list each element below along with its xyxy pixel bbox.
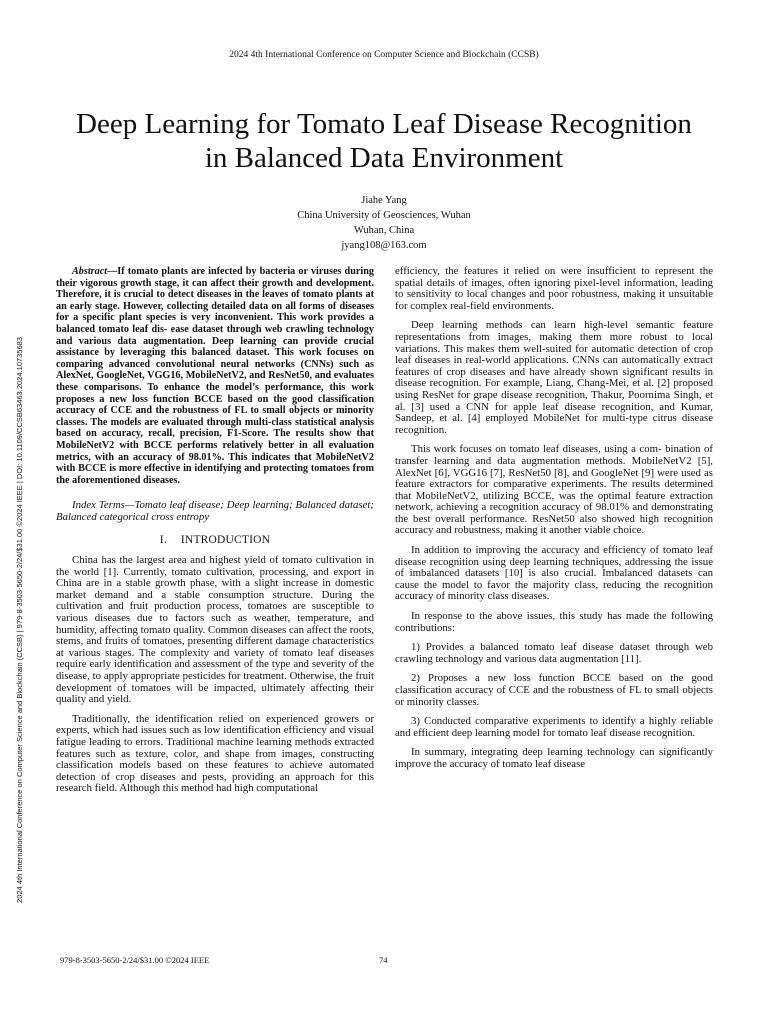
author-name: Jiahe Yang — [361, 195, 407, 206]
section-title: INTRODUCTION — [180, 534, 271, 547]
author-block — [0, 193, 768, 253]
contribution-item: 3) Conducted comparative experiments to identify a highly reliable and efficient deep learning model for tomato leaf disease recognition. — [395, 715, 713, 739]
title-line-1: Deep Learning for Tomato Leaf Disease Recognition — [76, 108, 692, 140]
abstract-label: Abstract — [72, 266, 108, 277]
abstract — [56, 266, 374, 486]
body-paragraph: Traditionally, the identification relied on experienced growers or experts, which had issues such as low identification efficiency and visual fatigue leading to errors. Traditional machine learning methods extracted features such as texture, color, and shape from images, constructing classification models based on these features to achieve automated detection of crop diseases and pests, providing an approach for this research field. Although this method had high computational — [56, 712, 374, 795]
body-paragraph: In summary, integrating deep learning technology can significantly improve the accuracy of tomato leaf disease — [395, 746, 713, 770]
page-number: 74 — [379, 955, 388, 965]
paper-title — [30, 107, 738, 175]
section-number: I. — [159, 534, 167, 547]
body-paragraph: China has the largest area and highest yield of tomato cultivation in the world [1]. Currently, tomato cultivation, processing, and export in China are in a stable growth phase, with a slight increase in domestic market demand and a stable consumption structure. During the cultivation and fruit production process, tomatoes are susceptible to various diseases due to factors such as weather, temperature, and humidity, affecting tomato quality. Common diseases can affect the roots, stems, and fruits of tomatoes, presenting different damage characteristics at various stages. The complexity and variety of tomato leaf diseases require early identification and assessment of the type and severity of the disease, to apply appropriate pesticides for treatment. Otherwise, the fruit development of tomatoes will be impacted, ultimately affecting their quality and yield. — [56, 554, 374, 706]
abstract-text: —If tomato plants are infected by bacteria or viruses during their vigorous growth stage, it can affect their growth and development. Therefore, it is crucial to detect diseases in the leaves of tomato plants at an early stage. However, collecting detailed data on all forms of diseases for a specific plant species is very inconvenient. This work provides a balanced tomato leaf dis- ease dataset through web crawling technology and various data augmentation. Deep learning can provide crucial assistance by leveraging this balanced dataset. This work focuses on comparing advanced convolutional neural networks (CNNs) such as AlexNet, GoogleNet, VGG16, MobileNetV2, and ResNet50, and evaluates these comparisons. To enhance the model’s performance, this work proposes a new loss function BCCE based on the good classification accuracy of CCE and the robustness of FL to small objects or minority classes. The models are evaluated through multi-class statistical analysis based on accuracy, recall, precision, F1-Score. The results show that MobileNetV2 with BCCE performs relatively better in all evaluation metrics, with an accuracy of 98.01%. This indicates that MobileNetV2 with BCCE is more effective in identifying and protecting tomatoes from the aforementioned diseases. — [56, 266, 374, 486]
author-location: Wuhan, China — [353, 225, 415, 236]
body-paragraph: This work focuses on tomato leaf diseases, using a com- bination of transfer learning and data augmentation methods. MobileNetV2 [5], AlexNet [6], VGG16 [7], ResNet50 [8], and GoogleNet [9] were used as feature extractors for comparative experiments. The results determined that MobileNetV2, utilizing BCCE, was the optimal feature extraction network, achieving a recognition accuracy of 98.01% and demonstrating the best overall performance. ResNet50 also showed high recognition accuracy and robustness, making it another viable choice. — [395, 443, 713, 537]
body-paragraph: In addition to improving the accuracy and efficiency of tomato leaf disease recognition using deep learning techniques, addressing the issue of imbalanced datasets [10] is also crucial. Imbalanced datasets can cause the model to favor the majority class, reducing the recognition accuracy of minority class diseases. — [395, 544, 713, 603]
right-column — [395, 266, 713, 779]
title-line-2: in Balanced Data Environment — [204, 142, 564, 174]
index-terms-text: —Tomato leaf disease; Deep learning; Balanced dataset; Balanced categorical cross entropy — [56, 499, 374, 523]
author-email: jyang108@163.com — [341, 240, 427, 251]
footer-isbn: 979-8-3503-5650-2/24/$31.00 ©2024 IEEE — [60, 955, 210, 965]
author-affiliation: China University of Geosciences, Wuhan — [297, 210, 471, 221]
body-paragraph: Deep learning methods can learn high-level semantic feature representations from images, making them more robust to local variations. This makes them well-suited for automatic detection of crop leaf diseases in real-world applications. CNNs can automatically extract features of crop diseases and have already shown significant results in disease recognition. For example, Liang, Chang-Mei, et al. [2] proposed using ResNet for grape disease recognition, Thakur, Poornima Singh, et al. [3] used a CNN for apple leaf disease recognition, and Kumar, Sandeep, et al. [4] employed MobileNet for multi-type citrus disease recognition. — [395, 319, 713, 436]
index-terms-label: Index Terms — [72, 499, 125, 512]
contribution-item: 1) Provides a balanced tomato leaf disease dataset through web crawling technology and various data augmentation [11]. — [395, 641, 713, 665]
left-column — [56, 266, 374, 803]
doi-sidebar: 2024 4th International Conference on Computer Science and Blockchain (CCSB) | 979-8-3503-5650-2/24/$31.00 ©2024 IEEE | DOI: 10.1109/CCSB63463.2024.10735683 — [15, 337, 24, 903]
contribution-item: 2) Proposes a new loss function BCCE based on the good classification accuracy of CCE and the robustness of FL to small objects or minority classes. — [395, 672, 713, 708]
body-paragraph: In response to the above issues, this study has made the following contributions: — [395, 610, 713, 634]
section-heading — [56, 535, 374, 547]
index-terms — [56, 500, 374, 523]
body-paragraph: efficiency, the features it relied on were insufficient to represent the spatial details of images, often ignoring pixel-level information, leading to sensitivity to local changes and poor robustness, making it unsuitable for complex real-field environments. — [395, 265, 713, 312]
conference-header: 2024 4th International Conference on Computer Science and Blockchain (CCSB) — [229, 50, 539, 60]
